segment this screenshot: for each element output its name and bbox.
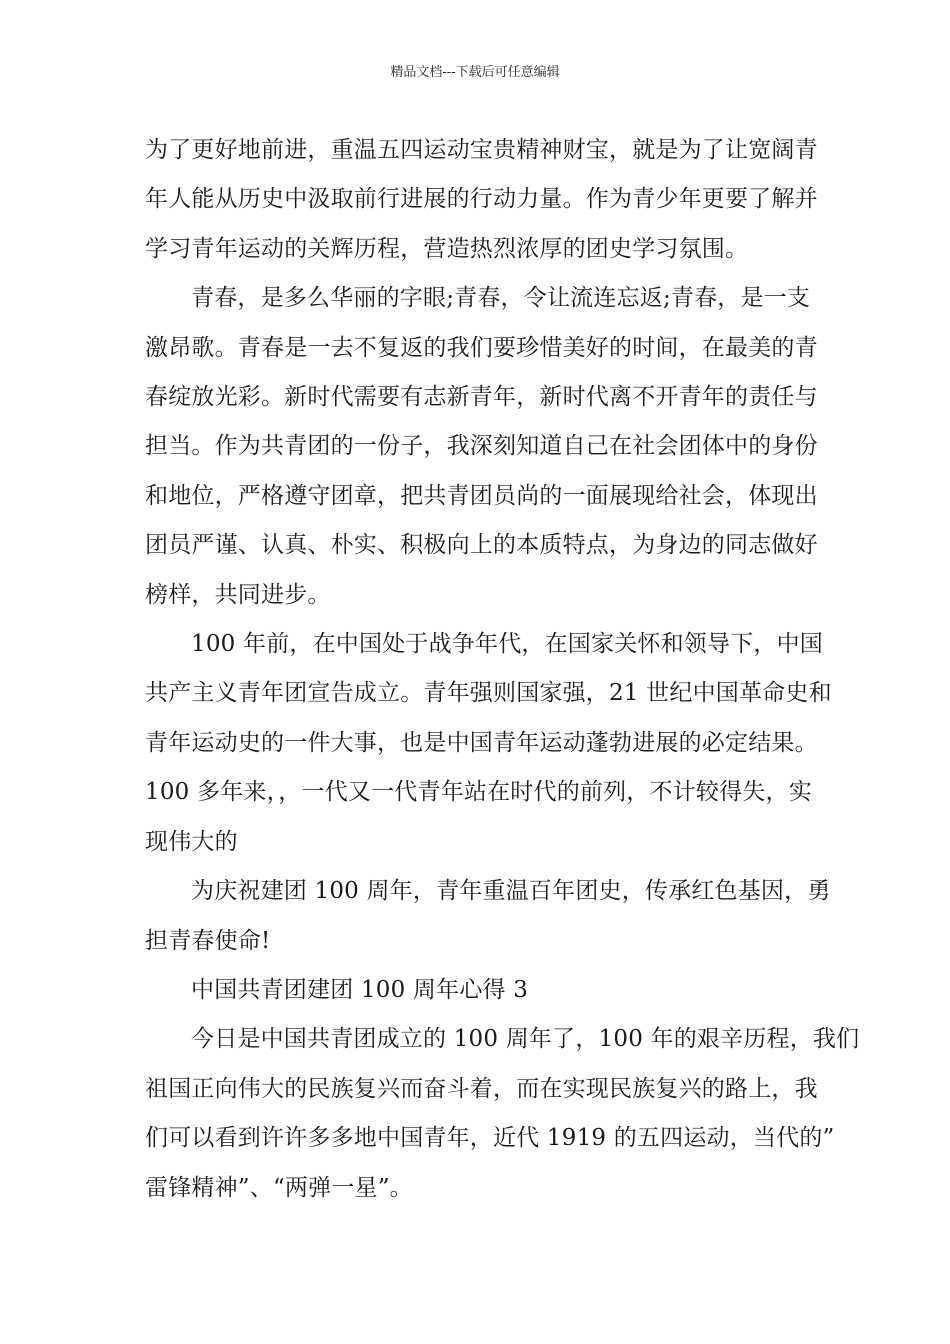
page-header: 精品文档---下载后可任意编辑 [390,65,560,80]
paragraph-3 [145,620,832,867]
text-line: 担当。作为共青团的一份子，我深刻知道自己在社会团体中的身份 [145,433,818,460]
text-line: 今日是中国共青团成立的 100 周年了，100 年的艰辛历程，我们 [191,1026,860,1053]
text-line: 青春，是多么华丽的字眼;青春，令让流连忘返;青春，是一支 [191,285,811,312]
text-line: 春绽放光彩。新时代需要有志新青年，新时代离不开青年的责任与 [145,384,818,411]
text-line: 学习青年运动的关辉历程，营造热烈浓厚的团史学习氛围。 [145,235,749,262]
text-line: 为了更好地前进，重温五四运动宝贵精神财宝，就是为了让宽阔青 [145,137,818,163]
text-line: 雷锋精神”、“两弹一星”。 [145,1174,413,1201]
text-line: 年人能从历史中汲取前行进展的行动力量。作为青少年更要了解并 [145,186,818,213]
text-line: 们可以看到许许多多地中国青年，近代 1919 的五四运动，当代的” [145,1125,835,1152]
document-body [145,126,860,1213]
text-line: 青年运动史的一件大事，也是中国青年运动蓬勃进展的必定结果。 [145,729,818,756]
section-heading [145,966,813,1015]
text-line: 榜样，共同进步。 [145,581,331,608]
text-line: 100 年前，在中国处于战争年代，在国家关怀和领导下，中国 [191,631,824,658]
paragraph-1 [145,126,818,274]
text-line: 担青春使命! [145,927,271,954]
text-line: 共产主义青年团宣告成立。青年强则国家强，21 世纪中国革命史和 [145,680,832,707]
text-line: 激昂歌。青春是一去不复返的我们要珍惜美好的时间，在最美的青 [145,334,818,361]
heading-line: 中国共青团建团 100 周年心得 3 [191,976,529,1003]
paragraph-5 [145,1015,860,1213]
text-line: 现伟大的 [145,828,238,855]
text-line: 祖国正向伟大的民族复兴而奋斗着，而在实现民族复兴的路上，我 [145,1075,818,1102]
paragraph-2 [145,274,818,620]
text-line: 和地位，严格遵守团章，把共青团员尚的一面展现给社会，体现出 [145,482,818,509]
text-line: 为庆祝建团 100 周年，青年重温百年团史，传承红色基因，勇 [191,878,831,905]
text-line: 团员严谨、认真、朴实、积极向上的本质特点，为身边的同志做好 [145,532,818,559]
text-line: 100 多年来，，一代又一代青年站在时代的前列，不计较得失，实 [145,779,812,806]
paragraph-4 [145,867,831,966]
